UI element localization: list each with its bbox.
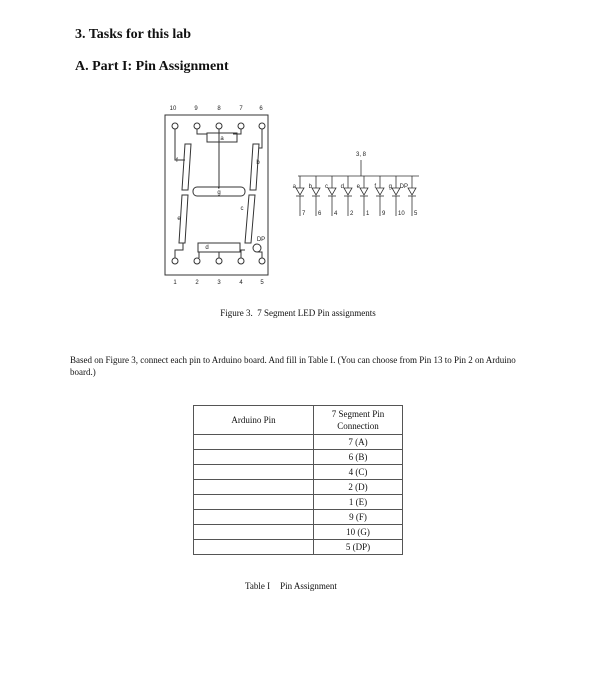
- section-heading: 3. Tasks for this lab: [75, 27, 192, 42]
- bottom-pin-label: 3: [217, 280, 221, 286]
- arduino-pin-cell[interactable]: [194, 540, 314, 555]
- circuit-pin-label: 2: [350, 211, 354, 217]
- circuit-pin-label: 9: [382, 211, 386, 217]
- bottom-pin-label: 4: [239, 280, 243, 286]
- top-pin-label: 8: [217, 106, 221, 112]
- table-row: [194, 435, 403, 450]
- arduino-pin-cell[interactable]: [194, 495, 314, 510]
- table-row: [194, 450, 403, 465]
- segment-pin-cell: 6 (B): [314, 450, 403, 465]
- part-heading: A. Part I: Pin Assignment: [75, 59, 229, 74]
- table-row: [194, 540, 403, 555]
- top-pin-label: 9: [194, 106, 198, 112]
- top-pin-label: 10: [169, 106, 177, 112]
- bottom-pin-label: 1: [173, 280, 177, 286]
- diode-c: [325, 176, 338, 217]
- figure-caption: [0, 308, 604, 318]
- display-segment-label: c: [240, 206, 244, 212]
- table-caption: [245, 581, 337, 591]
- circuit-pin-label: 5: [414, 211, 418, 217]
- diode-f: [374, 176, 386, 217]
- segment-pin-cell: 5 (DP): [314, 540, 403, 555]
- segment-pin-cell: 10 (G): [314, 525, 403, 540]
- circuit-segment-label: e: [356, 184, 360, 190]
- table-row: [194, 495, 403, 510]
- figure-seven-segment: [163, 100, 443, 295]
- figure-caption-text: 7 Segment LED Pin assignments: [257, 308, 376, 318]
- arduino-pin-cell[interactable]: [194, 465, 314, 480]
- diode-d: [341, 176, 354, 217]
- display-segment-label: d: [205, 245, 209, 251]
- table-row: [194, 465, 403, 480]
- circuit-pin-label: 4: [334, 211, 338, 217]
- diode-e: [357, 176, 370, 217]
- circuit-segment-label: f: [374, 184, 376, 190]
- table-caption-text: Pin Assignment: [280, 581, 337, 591]
- diode-a: [293, 176, 306, 217]
- instruction-text: Based on Figure 3, connect each pin to Arduino board. And fill in Table I. (You can choose from Pin 13 to Pin 2 on Arduino board.): [70, 355, 516, 377]
- segment-pin-cell: 1 (E): [314, 495, 403, 510]
- segment-pin-cell: 9 (F): [314, 510, 403, 525]
- bottom-pin-label: 5: [260, 280, 264, 286]
- display-segment-label: f: [176, 158, 178, 164]
- arduino-pin-cell[interactable]: [194, 450, 314, 465]
- circuit-segment-label: a: [292, 184, 296, 190]
- bottom-pin-label: 2: [195, 280, 199, 286]
- diode-g: [389, 176, 406, 217]
- circuit-segment-label: c: [325, 184, 328, 190]
- arduino-pin-cell[interactable]: [194, 435, 314, 450]
- top-pin-label: 6: [259, 106, 263, 112]
- segment-pin-cell: 7 (A): [314, 435, 403, 450]
- pin-assignment-table: [193, 405, 403, 555]
- circuit-pin-label: 1: [366, 211, 370, 217]
- display-segment-label: e: [177, 216, 181, 222]
- circuit-pin-label: 10: [398, 211, 405, 217]
- circuit-segment-label: b: [308, 184, 312, 190]
- segment-pin-cell: 4 (C): [314, 465, 403, 480]
- figure-caption-label: Figure 3.: [220, 308, 253, 318]
- arduino-pin-cell[interactable]: [194, 525, 314, 540]
- common-anode-circuit: [293, 152, 419, 217]
- display-segment-label: a: [220, 136, 224, 142]
- arduino-pin-cell[interactable]: [194, 510, 314, 525]
- circuit-pin-label: 7: [302, 211, 306, 217]
- circuit-segment-label: g: [388, 184, 392, 190]
- display-segment-label: DP: [256, 237, 266, 243]
- diode-b: [309, 176, 322, 217]
- display-segment-label: g: [217, 190, 221, 196]
- header-arduino-pin: Arduino Pin: [194, 406, 314, 435]
- table-caption-label: Table I: [245, 581, 271, 591]
- circuit-segment-label: DP: [399, 184, 408, 190]
- top-pin-label: 7: [239, 106, 243, 112]
- display-segment-label: b: [256, 160, 260, 166]
- common-pin-label: 3, 8: [355, 152, 367, 158]
- table-row: [194, 525, 403, 540]
- header-segment-pin: 7 Segment Pin Connection: [314, 406, 403, 435]
- table-row: [194, 480, 403, 495]
- circuit-pin-label: 6: [318, 211, 322, 217]
- seven-segment-display-diagram: [165, 106, 268, 286]
- table-row: [194, 510, 403, 525]
- circuit-segment-label: d: [340, 184, 344, 190]
- arduino-pin-cell[interactable]: [194, 480, 314, 495]
- segment-pin-cell: 2 (D): [314, 480, 403, 495]
